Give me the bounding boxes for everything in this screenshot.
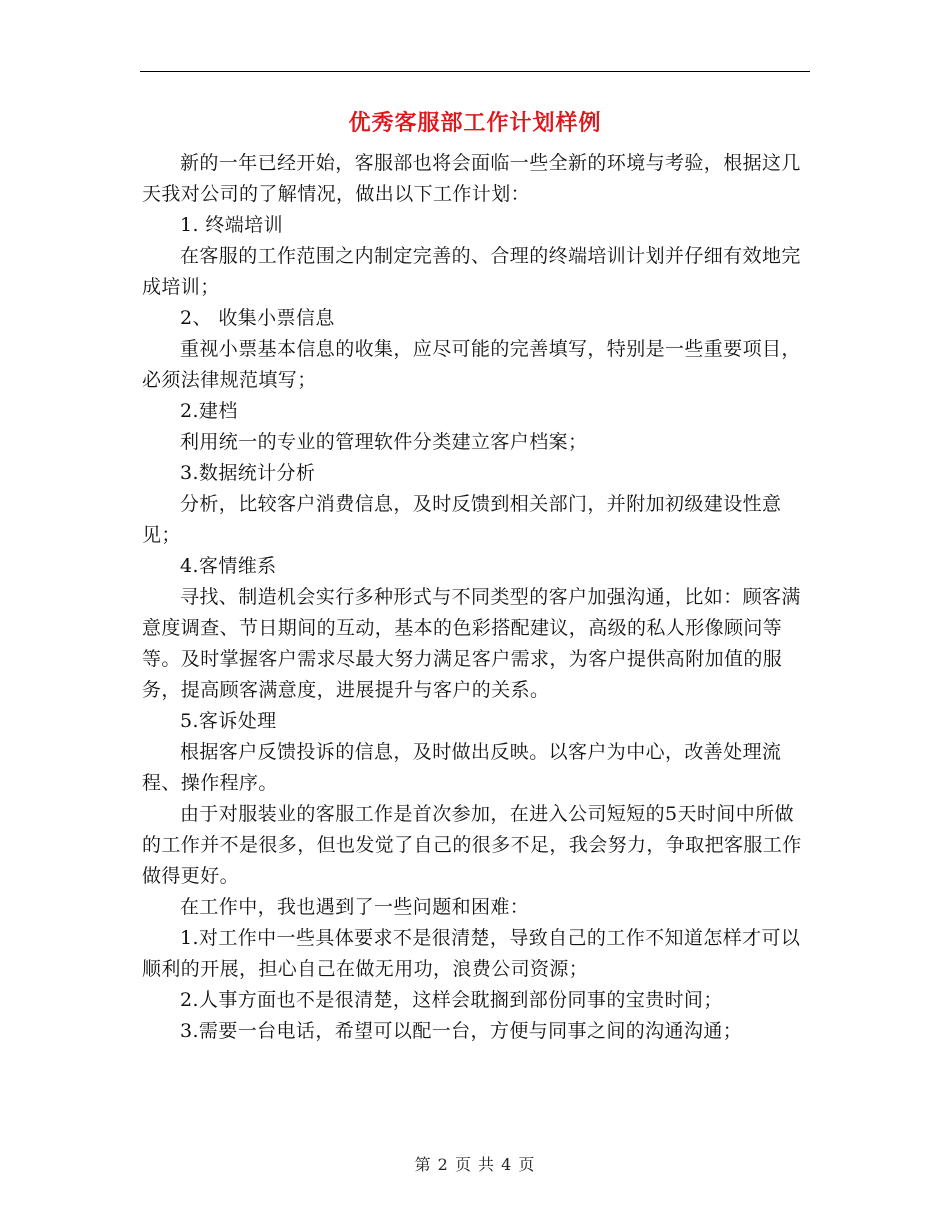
paragraph: 在工作中，我也遇到了一些问题和困难： [180, 896, 530, 918]
paragraph: 3.数据统计分析 [180, 462, 316, 484]
paragraph: 2.人事方面也不是很清楚，这样会耽搁到部份同事的宝贵时间； [180, 989, 723, 1011]
paragraph: 重视小票基本信息的收集，应尽可能的完善填写，特别是一些重要项目，必须法律规范填写； [142, 338, 801, 391]
paragraph: 由于对服装业的客服工作是首次参加，在进入公司短短的5天时间中所做的工作并不是很多，但也发觉了自己的很多不足，我会努力，争取把客服工作做得更好。 [142, 803, 802, 887]
paragraph: 2、 收集小票信息 [180, 307, 335, 329]
document-body [142, 148, 810, 1047]
paragraph: 寻找、制造机会实行多种形式与不同类型的客户加强沟通，比如：顾客满意度调查、节日期间的互动，基本的色彩搭配建议，高级的私人形像顾问等等。及时掌握客户需求尽最大努力满足客户需求，为客户提供高附加值的服务，提高顾客满意度，进展提升与客户的关系。 [142, 586, 801, 701]
page-number-footer: 第 2 页 共 4 页 [414, 1155, 536, 1174]
paragraph: 3.需要一台电话，希望可以配一台，方便与同事之间的沟通沟通； [180, 1020, 743, 1042]
paragraph: 根据客户反馈投诉的信息，及时做出反映。以客户为中心，改善处理流程、操作程序。 [142, 741, 782, 794]
paragraph: 5.客诉处理 [180, 710, 277, 732]
paragraph: 利用统一的专业的管理软件分类建立客户档案； [180, 431, 588, 453]
paragraph: 4.客情维系 [180, 555, 277, 577]
document-title: 优秀客服部工作计划样例 [348, 111, 602, 136]
paragraph: 2.建档 [180, 400, 238, 422]
paragraph: 分析，比较客户消费信息，及时反馈到相关部门，并附加初级建设性意见； [142, 493, 782, 546]
paragraph: 1.对工作中一些具体要求不是很清楚，导致自己的工作不知道怎样才可以顺利的开展，担心自己在做无用功，浪费公司资源； [142, 927, 801, 980]
paragraph: 在客服的工作范围之内制定完善的、合理的终端培训计划并仔细有效地完成培训； [142, 245, 801, 298]
paragraph: 1. 终端培训 [180, 214, 283, 236]
paragraph: 新的一年已经开始，客服部也将会面临一些全新的环境与考验，根据这几天我对公司的了解情况，做出以下工作计划： [142, 152, 801, 205]
header-rule [140, 71, 810, 72]
